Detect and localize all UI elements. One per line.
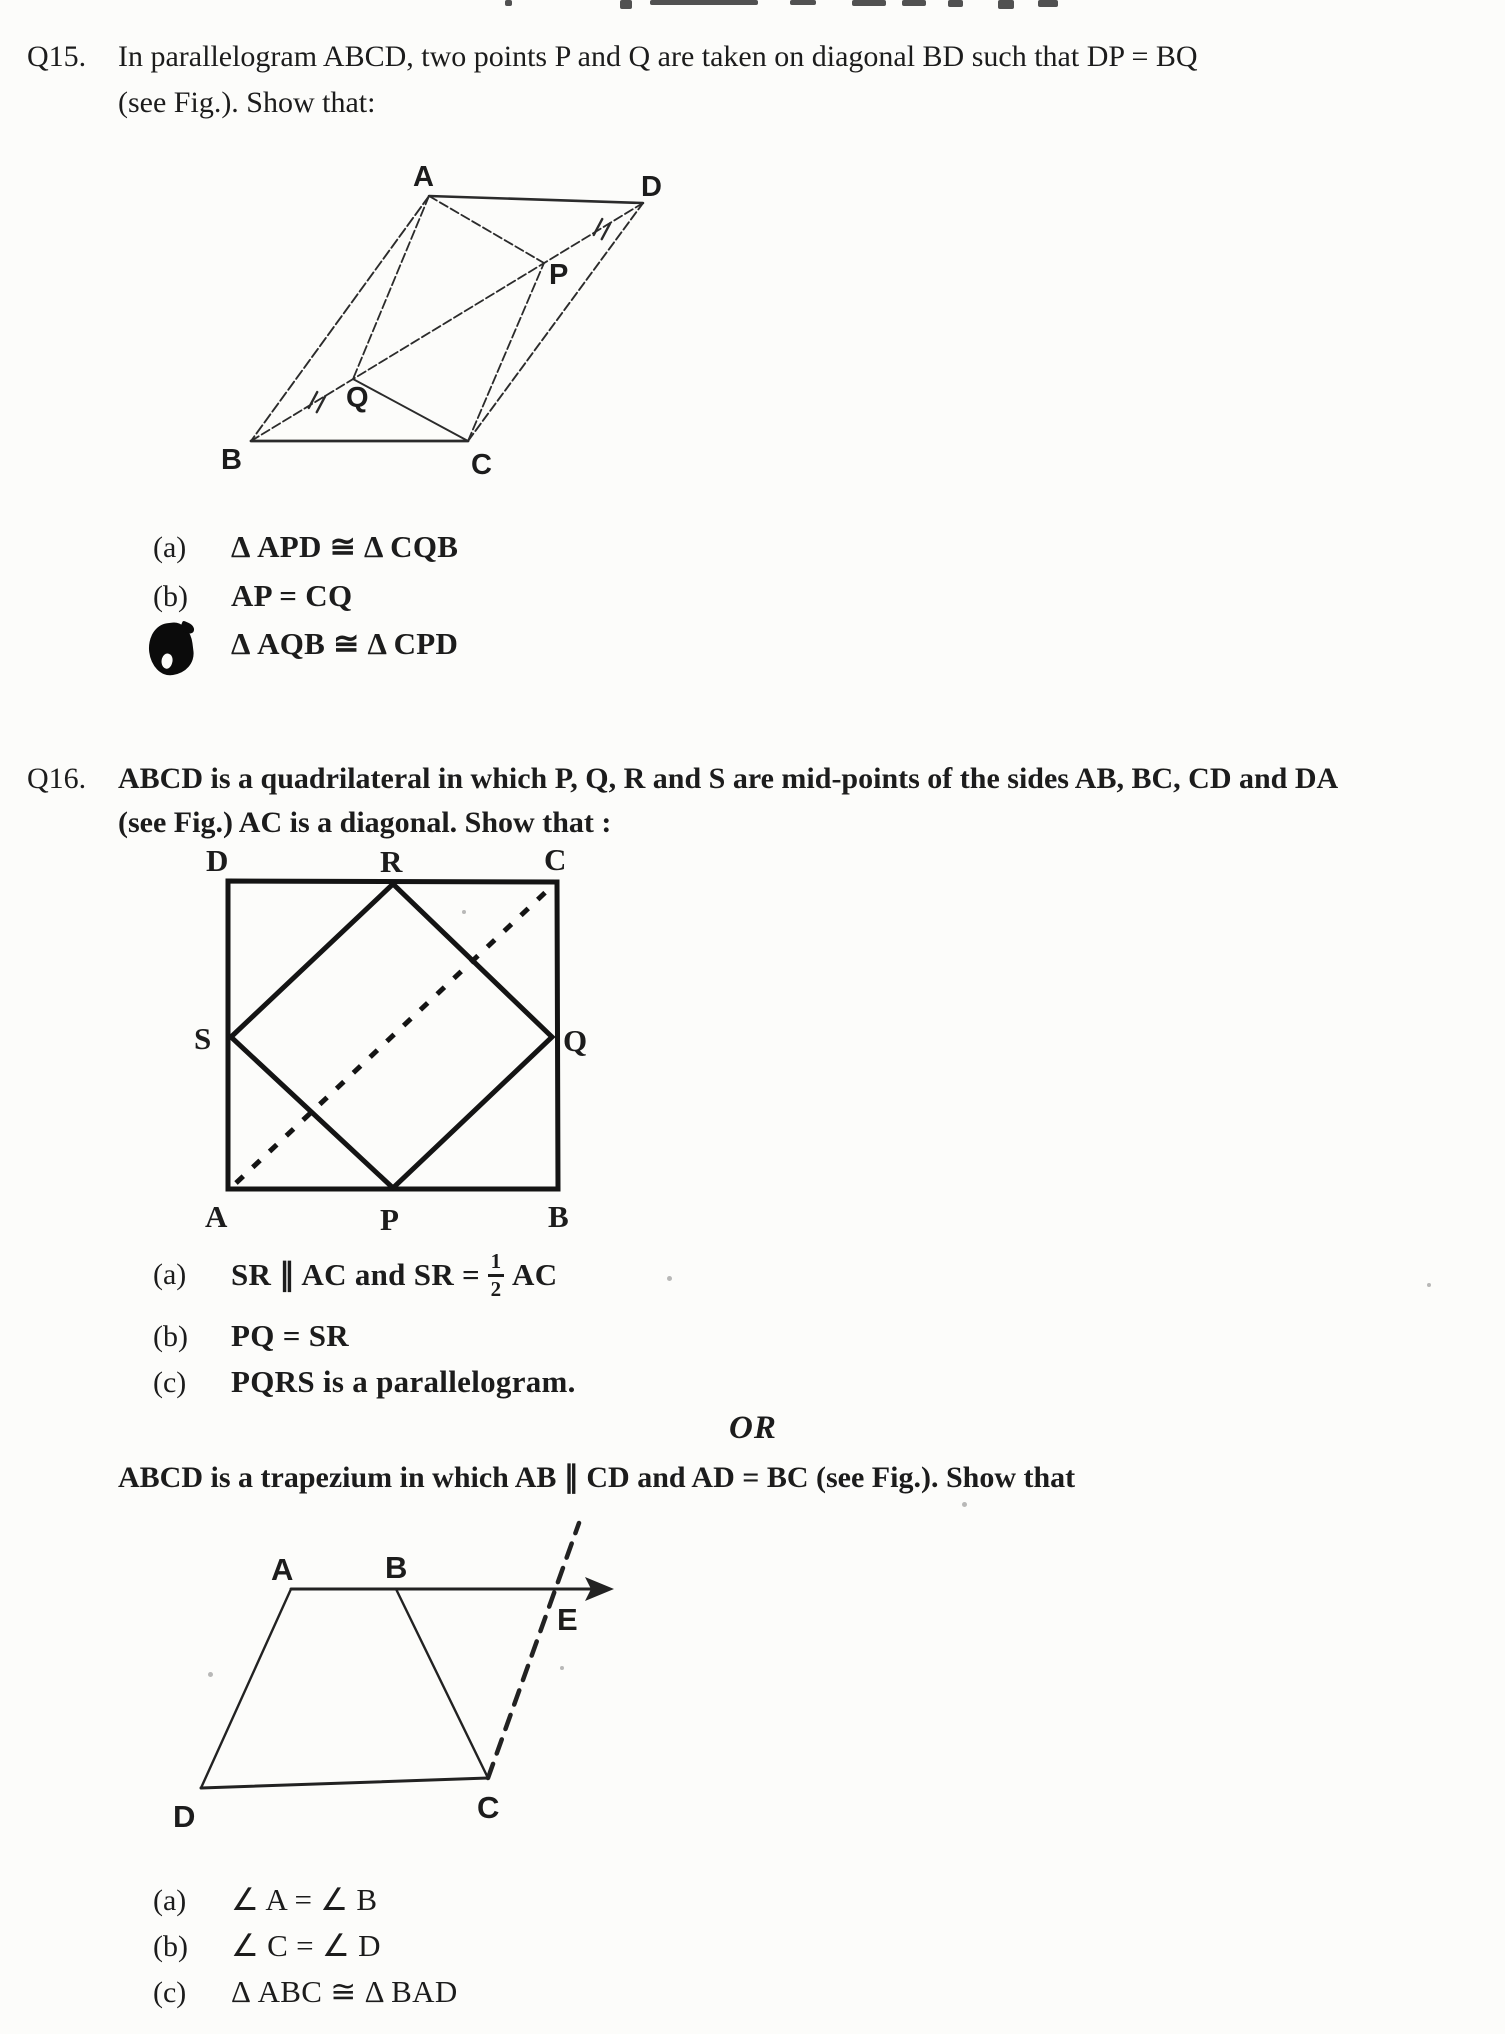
q16-option-b-marker: (b): [153, 1320, 188, 1353]
fig2-point-label-p: P: [380, 1202, 399, 1237]
trap-option-a-marker: (a): [153, 1884, 187, 1917]
fig3-point-label-e: E: [557, 1602, 578, 1637]
fig3-vertex-label-d: D: [173, 1799, 196, 1834]
fig2-vertex-label-c: C: [544, 842, 567, 877]
trap-option-c-text: Δ ABC ≅ Δ BAD: [231, 1974, 458, 2009]
q16-option-a-after: AC: [512, 1257, 558, 1292]
q16-text-line2: (see Fig.) AC is a diagonal. Show that :: [118, 806, 612, 839]
trapezium-figure: [173, 1523, 614, 1834]
fig2-vertex-label-d: D: [206, 843, 229, 878]
fig2-point-label-r: R: [380, 844, 403, 879]
fig3-vertex-label-c: C: [477, 1790, 500, 1825]
q16-option-a-before: SR ∥ AC and SR =: [231, 1257, 481, 1292]
side-ad: [201, 1589, 291, 1788]
fig3-vertex-label-b: B: [385, 1550, 408, 1585]
q16-text-line1: ABCD is a quadrilateral in which P, Q, R and S are mid-points of the sides AB, BC, CD and DA: [118, 762, 1339, 795]
tick-marks-bq: [309, 392, 325, 412]
tick-marks-dp: [594, 219, 610, 239]
fraction-denominator: 2: [490, 1276, 502, 1301]
segment-ap: [429, 196, 544, 263]
q16-option-c-marker: (c): [153, 1366, 187, 1399]
side-cd: [468, 203, 643, 441]
q16-option-b-text: PQ = SR: [231, 1318, 349, 1353]
q15-option-a-marker: (a): [153, 531, 187, 564]
fig1-vertex-label-c: C: [471, 449, 492, 481]
dashed-diagonal-ac: [236, 888, 550, 1183]
fig2-vertex-label-b: B: [548, 1199, 569, 1234]
q15-parallelogram-figure: [221, 161, 662, 481]
dashed-ce: [488, 1523, 579, 1778]
trapezium-intro: ABCD is a trapezium in which AB ∥ CD and AD = BC (see Fig.). Show that: [118, 1461, 1076, 1494]
segment-cp: [468, 263, 544, 441]
q15-option-b-marker: (b): [153, 580, 188, 613]
trap-option-b-marker: (b): [153, 1930, 188, 1963]
q16-option-a-marker: (a): [153, 1258, 187, 1291]
trap-option-a-text: ∠ A = ∠ B: [231, 1882, 378, 1917]
side-bc: [396, 1589, 488, 1778]
fig1-point-label-p: P: [549, 259, 569, 291]
fig3-vertex-label-a: A: [271, 1552, 294, 1587]
fig2-point-label-q: Q: [563, 1023, 588, 1058]
q15-text-line2: (see Fig.). Show that:: [118, 86, 376, 119]
q15-number: Q15.: [27, 40, 87, 73]
fig2-vertex-label-a: A: [205, 1199, 228, 1234]
q16-option-c-text: PQRS is a parallelogram.: [231, 1364, 576, 1399]
fig1-vertex-label-d: D: [641, 171, 662, 203]
q15-option-a-text: Δ APD ≅ Δ CQB: [231, 529, 459, 564]
trap-option-b-text: ∠ C = ∠ D: [231, 1928, 381, 1963]
fig2-point-label-s: S: [194, 1021, 212, 1056]
fraction-numerator: 1: [490, 1248, 502, 1273]
side-ab: [251, 196, 429, 441]
or-divider: OR: [729, 1410, 777, 1446]
segment-aq: [353, 196, 429, 379]
side-dc: [201, 1778, 488, 1788]
q15-option-c-text: Δ AQB ≅ Δ CPD: [231, 626, 459, 661]
q16-number: Q16.: [27, 762, 87, 795]
q15-text-line1: In parallelogram ABCD, two points P and Q are taken on diagonal BD such that DP = BQ: [118, 40, 1198, 73]
fig1-point-label-q: Q: [346, 382, 369, 414]
q16-quadrilateral-figure: [194, 842, 587, 1237]
fig1-vertex-label-b: B: [221, 444, 242, 476]
fig1-vertex-label-a: A: [413, 161, 434, 193]
side-ad: [429, 196, 643, 203]
q15-option-b-text: AP = CQ: [231, 578, 353, 613]
segment-cq: [353, 379, 468, 441]
trap-option-c-marker: (c): [153, 1976, 187, 2009]
